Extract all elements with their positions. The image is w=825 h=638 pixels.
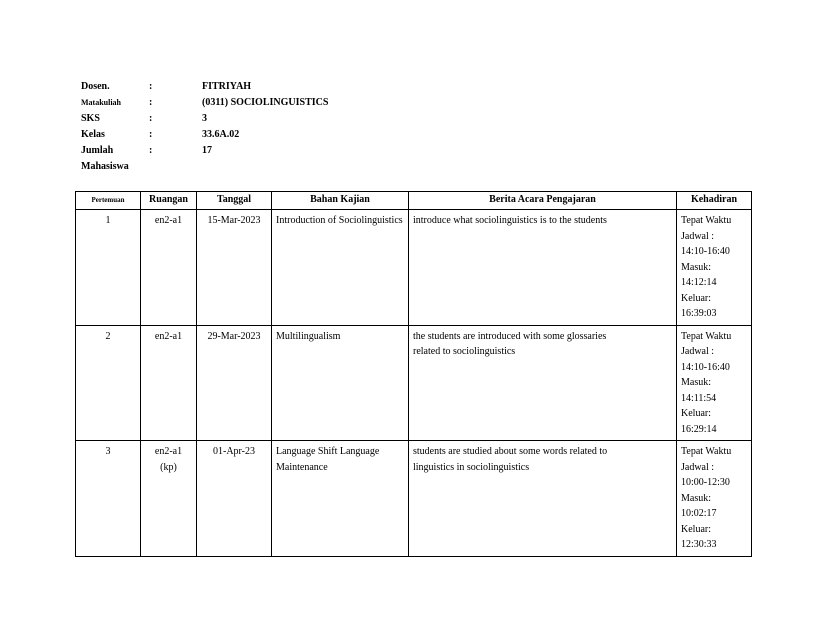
cell-bahan-kajian: Multilingualism (272, 325, 409, 441)
colon: : (149, 145, 153, 156)
masuk-value: 10:02:17 (681, 508, 717, 519)
kelas-label: Kelas (81, 129, 105, 140)
jadwal-label: Jadwal : (681, 230, 715, 242)
cell-tanggal: 29-Mar-2023 (197, 325, 272, 441)
jadwal-value: 10:00-12:30 (681, 477, 730, 488)
jumlah-label-line1: Jumlah (81, 145, 114, 156)
col-header-pertemuan: Pertemuan (76, 192, 141, 210)
matakuliah-value: (0311) SOCIOLINGUISTICS (202, 97, 329, 108)
cell-bahan-kajian: Language Shift Language Maintenance (272, 441, 409, 557)
jumlah-label-line2: Mahasiswa (81, 161, 129, 172)
jumlah-value: 17 (202, 145, 212, 156)
ruangan-value: en2-a1 (154, 215, 183, 226)
jadwal-label: Jadwal : (681, 346, 715, 357)
cell-ruangan (141, 325, 197, 441)
ruangan-note: (kp) (160, 461, 177, 473)
keluar-value: 16:29:14 (681, 423, 717, 435)
ruangan-value: en2-a1 (154, 446, 183, 457)
col-header-tanggal: Tanggal (197, 192, 272, 210)
berita-line: introduce what sociolinguistics is to the students (413, 215, 607, 226)
ruangan-value: en2-a1 (154, 330, 183, 342)
col-header-ruangan: Ruangan (141, 192, 197, 210)
table-header-row (76, 192, 752, 210)
col-header-berita-acara: Berita Acara Pengajaran (409, 192, 677, 210)
colon: : (149, 97, 153, 108)
keluar-label: Keluar: (681, 523, 711, 535)
jadwal-value: 14:10-16:40 (681, 246, 730, 257)
kehadiran-status: Tepat Waktu (681, 215, 732, 226)
keluar-value: 12:30:33 (681, 539, 717, 550)
cell-tanggal: 01-Apr-23 (197, 441, 272, 557)
jumlah-label (81, 143, 141, 175)
masuk-label: Masuk: (681, 261, 711, 273)
kehadiran-status: Tepat Waktu (681, 330, 732, 342)
matakuliah-label: Matakuliah (81, 98, 122, 107)
masuk-label: Masuk: (681, 492, 711, 504)
table-row (76, 325, 752, 441)
sks-label: SKS (81, 113, 100, 124)
colon: : (149, 129, 153, 140)
cell-kehadiran (677, 441, 752, 557)
cell-ruangan (141, 441, 197, 557)
col-header-kehadiran: Kehadiran (677, 192, 752, 210)
attendance-table (75, 191, 752, 557)
table-row (76, 441, 752, 557)
kelas-value: 33.6A.02 (202, 129, 240, 140)
masuk-value: 14:12:14 (681, 277, 717, 288)
keluar-label: Keluar: (681, 408, 711, 419)
keluar-label: Keluar: (681, 292, 711, 304)
keluar-value: 16:39:03 (681, 308, 717, 319)
cell-berita-acara (409, 210, 677, 326)
cell-tanggal: 15-Mar-2023 (197, 210, 272, 326)
colon: : (149, 113, 153, 124)
berita-line: related to sociolinguistics (413, 346, 516, 357)
cell-pertemuan: 1 (76, 210, 141, 326)
kehadiran-status: Tepat Waktu (681, 446, 732, 457)
jadwal-value: 14:10-16:40 (681, 361, 730, 373)
cell-bahan-kajian: Introduction of Sociolinguistics (272, 210, 409, 326)
jadwal-label: Jadwal : (681, 461, 715, 473)
berita-line: students are studied about some words related to (413, 446, 608, 457)
table-row (76, 210, 752, 326)
cell-berita-acara (409, 441, 677, 557)
berita-line: the students are introduced with some glossaries (413, 330, 607, 342)
berita-line: linguistics in sociolinguistics (413, 461, 530, 473)
cell-kehadiran (677, 210, 752, 326)
cell-kehadiran (677, 325, 752, 441)
masuk-value: 14:11:54 (681, 392, 717, 404)
dosen-value: FITRIYAH (202, 81, 252, 92)
col-header-bahan-kajian: Bahan Kajian (272, 192, 409, 210)
colon: : (149, 81, 153, 92)
cell-berita-acara (409, 325, 677, 441)
dosen-label: Dosen. (81, 81, 110, 92)
cell-ruangan (141, 210, 197, 326)
masuk-label: Masuk: (681, 377, 711, 388)
cell-pertemuan: 2 (76, 325, 141, 441)
sks-value: 3 (202, 113, 207, 124)
cell-pertemuan: 3 (76, 441, 141, 557)
